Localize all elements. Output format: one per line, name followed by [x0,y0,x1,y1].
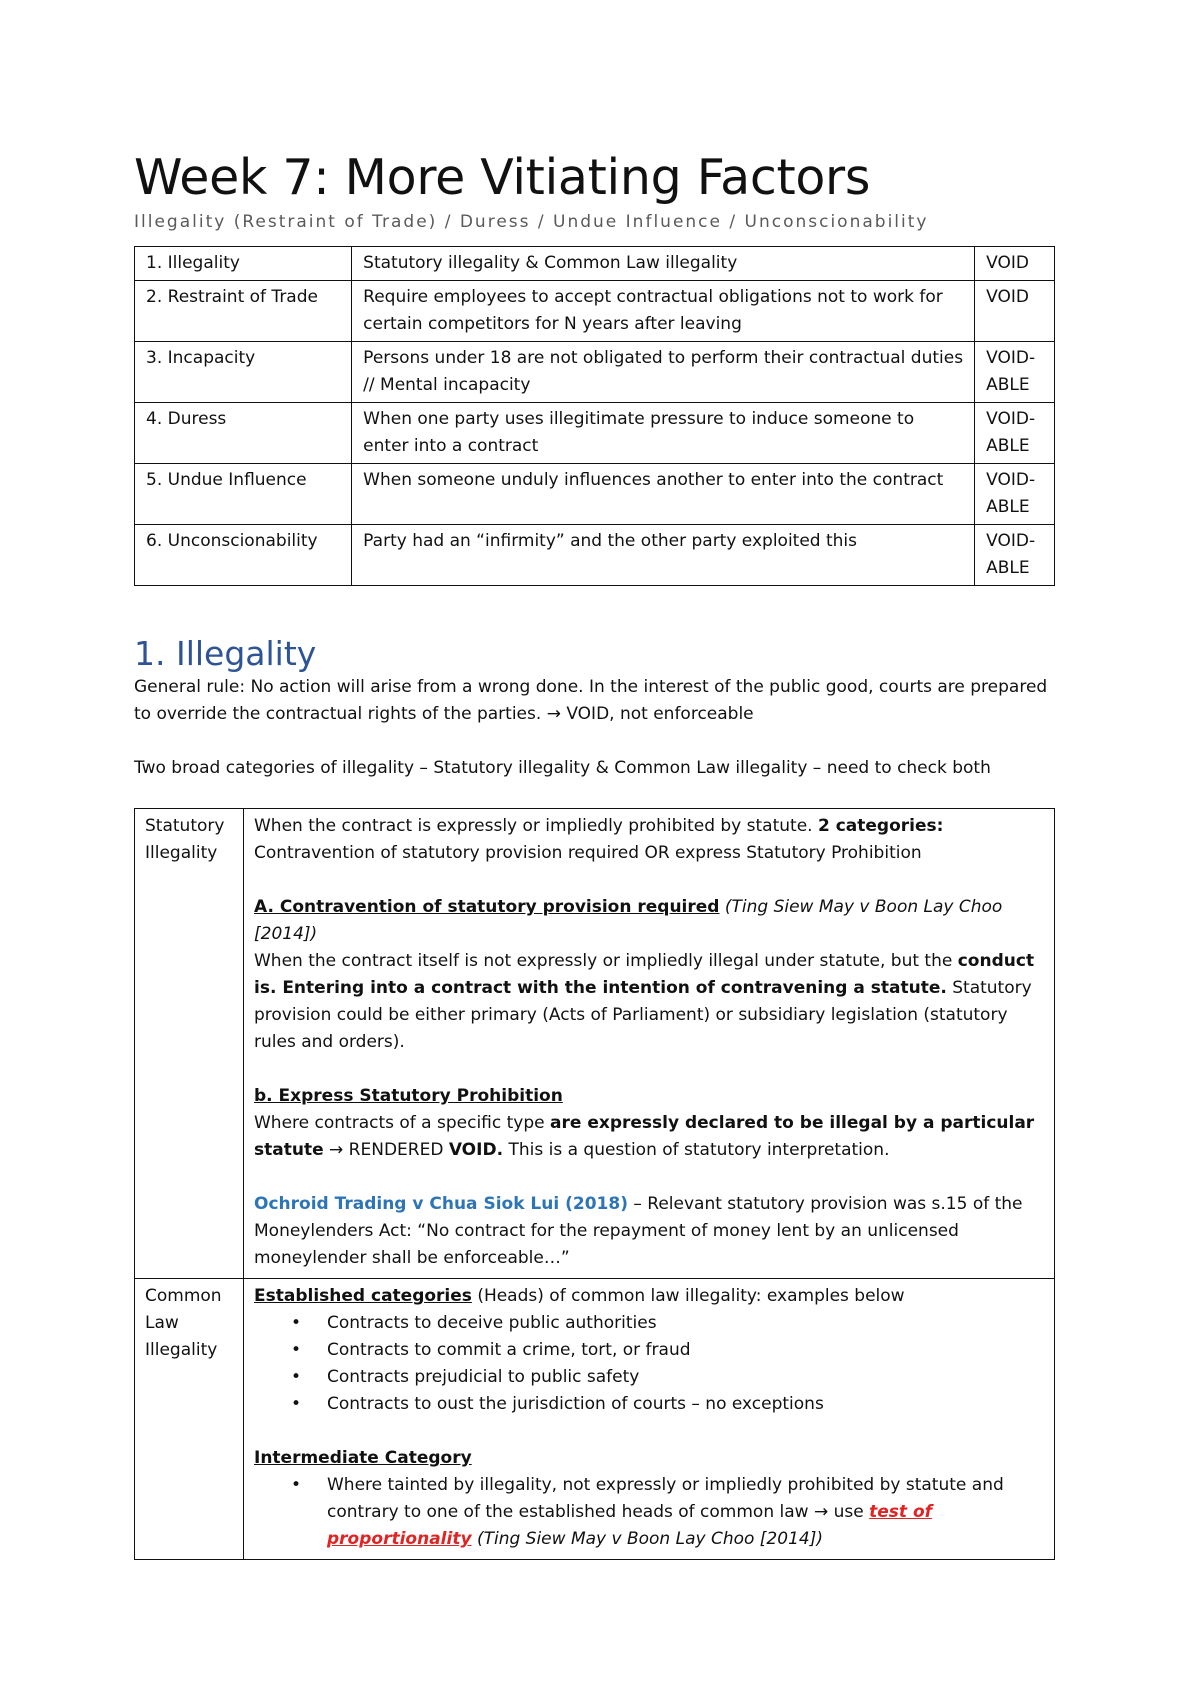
established-heading: Established categories [254,1286,472,1306]
table-row [135,464,1055,525]
factor-number: 1. [146,253,163,273]
general-rule-result: VOID, not enforceable [566,704,754,724]
page-subtitle: Illegality (Restraint of Trade) / Duress / Undue Influence / Unconscionability [134,212,929,232]
factor-status: VOID-ABLE [975,342,1055,403]
section-heading-illegality: 1. Illegality [134,634,317,673]
contravention-case: (Ting Siew May v Boon Lay Choo [2014]) [254,897,1003,944]
factor-description: Persons under 18 are not obligated to perform their contractual duties // Mental incapacity [352,342,975,403]
intermediate-text: Where tainted by illegality, not expressly or impliedly prohibited by statute and contrary to one of the established heads of common law [327,1475,1004,1522]
factor-description: Statutory illegality & Common Law illegality [352,247,975,281]
proportionality-test: test of proportionality [327,1502,933,1549]
factor-name: Illegality [167,253,240,273]
table-row [135,281,1055,342]
factor-description: Party had an “infirmity” and the other party exploited this [352,525,975,586]
factor-description: Require employees to accept contractual obligations not to work for certain competitors for N years after leaving [352,281,975,342]
statutory-label: Statutory Illegality [135,809,244,1279]
statutory-intro: When the contract is expressly or impliedly prohibited by statute. [254,816,813,836]
factor-cell [135,281,352,342]
summary-table [134,246,1055,586]
factor-description: When one party uses illegitimate pressure to induce someone to enter into a contract [352,403,975,464]
established-list [254,1310,1044,1418]
case-ochroid: Ochroid Trading v Chua Siok Lui (2018) [254,1194,628,1214]
prohibition-text-2: RENDERED [348,1140,444,1160]
case-ochroid-text: – Relevant statutory provision was s.15 of the Moneylenders Act: “No contract for the repayment of money lent by an unlicensed moneylender shall be enforceable…” [254,1194,1023,1268]
prohibition-text-1: Where contracts of a specific type [254,1113,545,1133]
arrow-icon: → [329,1140,344,1160]
factor-status: VOID-ABLE [975,403,1055,464]
list-item: • Contracts to oust the jurisdiction of courts – no exceptions [327,1391,1044,1418]
contravention-text-1: When the contract itself is not expressly or impliedly illegal under statute, but the [254,951,953,971]
factor-name: Duress [167,409,227,429]
factor-cell [135,247,352,281]
intermediate-use: use [833,1502,864,1522]
factor-status: VOID-ABLE [975,464,1055,525]
factor-status: VOID [975,247,1055,281]
factor-name: Undue Influence [167,470,307,490]
illegality-detail-table [134,808,1055,1560]
factor-name: Incapacity [167,348,256,368]
arrow-icon: → [813,1502,829,1522]
document-page [134,148,1054,1560]
prohibition-text-3: This is a question of statutory interpretation. [508,1140,890,1160]
factor-cell [135,403,352,464]
general-rule-label: General rule: [134,677,246,697]
page-title: Week 7: More Vitiating Factors [134,149,871,206]
table-row [135,403,1055,464]
statutory-row [135,809,1055,1279]
factor-name: Restraint of Trade [167,287,318,307]
list-item: • Contracts to commit a crime, tort, or fraud [327,1337,1044,1364]
table-row [135,247,1055,281]
common-law-content [244,1279,1055,1560]
table-row [135,342,1055,403]
factor-cell [135,525,352,586]
list-item [327,1472,1044,1553]
factor-number: 4. [146,409,163,429]
general-rule-text: No action will arise from a wrong done. In the interest of the public good, courts are prepared to override the contractual rights of the parties. [134,677,1048,724]
common-law-label: Common Law Illegality [135,1279,244,1560]
statutory-content [244,809,1055,1279]
contravention-heading: A. Contravention of statutory provision required [254,897,720,917]
established-text: (Heads) of common law illegality: examples below [477,1286,905,1306]
table-row [135,525,1055,586]
factor-status: VOID [975,281,1055,342]
factor-number: 3. [146,348,163,368]
factor-number: 6. [146,531,163,551]
prohibition-heading: b. Express Statutory Prohibition [254,1086,563,1106]
list-item: • Contracts prejudicial to public safety [327,1364,1044,1391]
factor-number: 5. [146,470,163,490]
factor-description: When someone unduly influences another to enter into the contract [352,464,975,525]
factor-status: VOID-ABLE [975,525,1055,586]
factor-cell [135,464,352,525]
factor-name: Unconscionability [167,531,318,551]
intermediate-case: (Ting Siew May v Boon Lay Choo [2014]) [476,1529,823,1549]
contravention-text-2: Statutory provision could be either primary (Acts of Parliament) or subsidiary legislation (statutory rules and orders). [254,978,1032,1052]
statutory-intro-cont: Contravention of statutory provision required OR express Statutory Prohibition [254,843,922,863]
list-item: • Contracts to deceive public authorities [327,1310,1044,1337]
factor-cell [135,342,352,403]
statutory-intro-bold: 2 categories: [817,816,944,836]
contravention-text-bold: conduct is. Entering into a contract with the intention of contravening a statute. [254,951,1035,998]
arrow-icon: → [546,704,561,724]
prohibition-text-bold: are expressly declared to be illegal by a particular statute [254,1113,1035,1160]
categories-line: Two broad categories of illegality – Statutory illegality & Common Law illegality – need to check both [134,758,991,778]
general-rule [134,674,1054,728]
common-law-row [135,1279,1055,1560]
intermediate-list [254,1472,1044,1553]
intermediate-heading: Intermediate Category [254,1448,472,1468]
factor-number: 2. [146,287,163,307]
prohibition-text-bold-2: VOID. [448,1140,504,1160]
